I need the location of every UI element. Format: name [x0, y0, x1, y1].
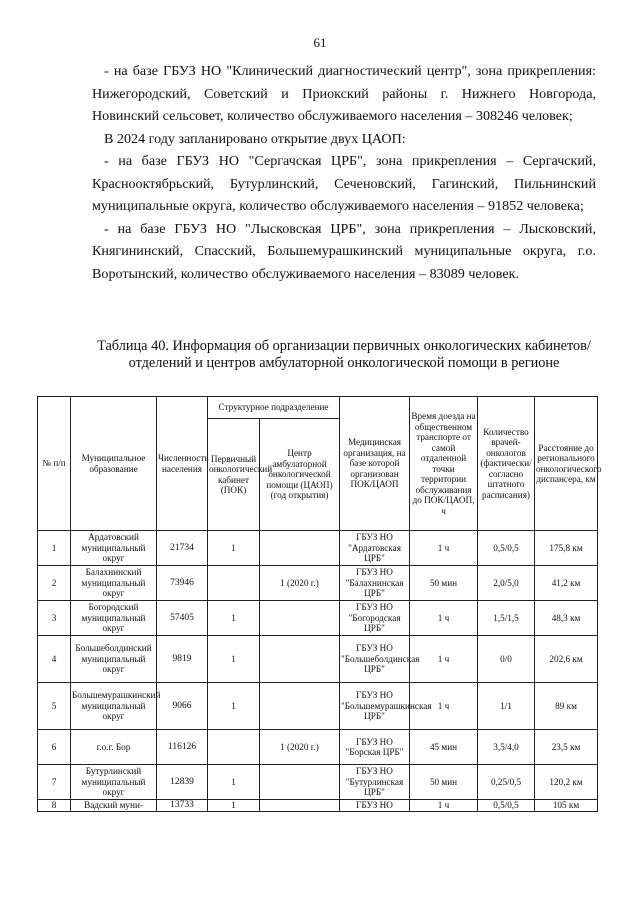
header-population: Численность населения	[157, 397, 208, 531]
cell-organization: ГБУЗ НО "Ардатовская ЦРБ"	[340, 531, 410, 566]
cell-caop	[260, 683, 340, 730]
table-row	[38, 730, 598, 765]
cell-caop	[260, 531, 340, 566]
cell-organization: ГБУЗ НО "Большеболдинская ЦРБ"	[340, 636, 410, 683]
cell-municipality: Бутурлинский муниципальный округ	[71, 765, 157, 800]
cell-municipality: Ардатовский муниципальный округ	[71, 531, 157, 566]
cell-pok: 1	[208, 601, 260, 636]
cell-organization: ГБУЗ НО "Большемурашкинская ЦРБ"	[340, 683, 410, 730]
cell-distance: 41,2 км	[535, 566, 598, 601]
table-row	[38, 601, 598, 636]
cell-pok: 1	[208, 531, 260, 566]
cell-distance: 175,8 км	[535, 531, 598, 566]
cell-pok: 1	[208, 683, 260, 730]
cell-distance: 120,2 км	[535, 765, 598, 800]
cell-travel-time: 50 мин	[410, 765, 478, 800]
cell-oncologists: 1,5/1,5	[478, 601, 535, 636]
cell-oncologists: 0/0	[478, 636, 535, 683]
header-distance: Расстояние до регионального онкологического диспансера, км	[535, 397, 598, 531]
header-pok: Первичный онкологический кабинет (ПОК)	[208, 419, 260, 531]
table-row	[38, 765, 598, 800]
cell-population: 9066	[157, 683, 208, 730]
cell-oncologists: 0,5/0,5	[478, 800, 535, 812]
cell-pok	[208, 730, 260, 765]
table-row	[38, 566, 598, 601]
cell-population: 57405	[157, 601, 208, 636]
cell-distance: 89 км	[535, 683, 598, 730]
cell-population: 12839	[157, 765, 208, 800]
paragraph-sergach: - на базе ГБУЗ НО "Сергачская ЦРБ", зона прикрепления – Сергачский, Краснооктябрьский, Бутурлинский, Сеченовский, Гагинский, Пильнинский муниципальные округа, количество обслуживаемого населения – 91852 человека;	[92, 153, 596, 214]
paragraph-kdc: - на базе ГБУЗ НО "Клинический диагностический центр", зона прикрепления: Нижегородский, Советский и Приокский районы г. Нижнего Новгорода, Новинский сельсовет, количество обслуживаемого населения – 308246 человек;	[92, 63, 596, 124]
cell-caop	[260, 636, 340, 683]
table-row	[38, 531, 598, 566]
cell-municipality: Богородский муниципальный округ	[71, 601, 157, 636]
page-number: 61	[313, 35, 327, 50]
cell-municipality: Большеболдинский муниципальный округ	[71, 636, 157, 683]
cell-organization: ГБУЗ НО "Богородская ЦРБ"	[340, 601, 410, 636]
cell-municipality: Балахнинский муниципальный округ	[71, 566, 157, 601]
cell-oncologists: 1/1	[478, 683, 535, 730]
cell-organization: ГБУЗ НО "Борская ЦРБ"	[340, 730, 410, 765]
cell-municipality: Большемурашкинский муниципальный округ	[71, 683, 157, 730]
header-structural-unit: Структурное подразделение	[208, 397, 340, 419]
cell-pok: 1	[208, 800, 260, 812]
cell-oncologists: 2,0/5,0	[478, 566, 535, 601]
cell-municipality: Вадский муни-	[71, 800, 157, 812]
cell-num: 3	[38, 601, 71, 636]
cell-num: 5	[38, 683, 71, 730]
cell-municipality: г.о.г. Бор	[71, 730, 157, 765]
header-municipality: Муниципальное образование	[71, 397, 157, 531]
cell-distance: 23,5 км	[535, 730, 598, 765]
cell-organization: ГБУЗ НО	[340, 800, 410, 812]
table-row	[38, 800, 598, 812]
cell-num: 1	[38, 531, 71, 566]
cell-caop	[260, 601, 340, 636]
cell-oncologists: 3,5/4,0	[478, 730, 535, 765]
cell-population: 9819	[157, 636, 208, 683]
cell-travel-time: 45 мин	[410, 730, 478, 765]
header-oncologists: Количество врачей-онкологов (фактически/согласно штатного расписания)	[478, 397, 535, 531]
cell-travel-time: 1 ч	[410, 601, 478, 636]
cell-travel-time: 1 ч	[410, 636, 478, 683]
cell-caop	[260, 800, 340, 812]
cell-population: 116126	[157, 730, 208, 765]
table-row	[38, 636, 598, 683]
paragraph-lyskovo: - на базе ГБУЗ НО "Лысковская ЦРБ", зона прикрепления – Лысковский, Княгининский, Спасский, Большемурашкинский муниципальные округа, г.о. Воротынский, количество обслуживаемого населения – 83089 человек.	[92, 220, 596, 282]
cell-travel-time: 1 ч	[410, 531, 478, 566]
cell-travel-time: 50 мин	[410, 566, 478, 601]
cell-organization: ГБУЗ НО "Балахнинская ЦРБ"	[340, 566, 410, 601]
header-num: № п/п	[38, 397, 71, 531]
cell-organization: ГБУЗ НО "Бутурлинская ЦРБ"	[340, 765, 410, 800]
cell-travel-time: 1 ч	[410, 800, 478, 812]
cell-caop	[260, 765, 340, 800]
cell-num: 7	[38, 765, 71, 800]
cell-pok: 1	[208, 765, 260, 800]
header-organization: Медицинская организация, на базе которой организован ПОК/ЦАОП	[340, 397, 410, 531]
body-text	[92, 60, 596, 285]
cell-population: 73946	[157, 566, 208, 601]
header-travel-time: Время доезда на общественном транспорте от самой отдаленной точки территории обслуживания до ПОК/ЦАОП, ч	[410, 397, 478, 531]
cell-distance: 202,6 км	[535, 636, 598, 683]
cell-caop: 1 (2020 г.)	[260, 730, 340, 765]
cell-num: 2	[38, 566, 71, 601]
cell-oncologists: 0,5/0,5	[478, 531, 535, 566]
cell-travel-time: 1 ч	[410, 683, 478, 730]
cell-pok	[208, 566, 260, 601]
cell-distance: 48,3 км	[535, 601, 598, 636]
cell-population: 21734	[157, 531, 208, 566]
cell-num: 6	[38, 730, 71, 765]
cell-num: 8	[38, 800, 71, 812]
table-caption: Таблица 40. Информация об организации первичных онкологических кабинетов/отделений и центров амбулаторной онкологической помощи в регионе	[97, 338, 591, 371]
cell-oncologists: 0,25/0,5	[478, 765, 535, 800]
oncology-table	[37, 396, 602, 812]
cell-num: 4	[38, 636, 71, 683]
cell-distance: 105 км	[535, 800, 598, 812]
header-caop: Центр амбулаторной онкологической помощи (ЦАОП) (год открытия)	[260, 419, 340, 531]
cell-population: 13733	[157, 800, 208, 812]
table-row	[38, 683, 598, 730]
paragraph-2024-plan: В 2024 году запланировано открытие двух ЦАОП:	[104, 130, 406, 147]
cell-caop: 1 (2020 г.)	[260, 566, 340, 601]
cell-pok: 1	[208, 636, 260, 683]
